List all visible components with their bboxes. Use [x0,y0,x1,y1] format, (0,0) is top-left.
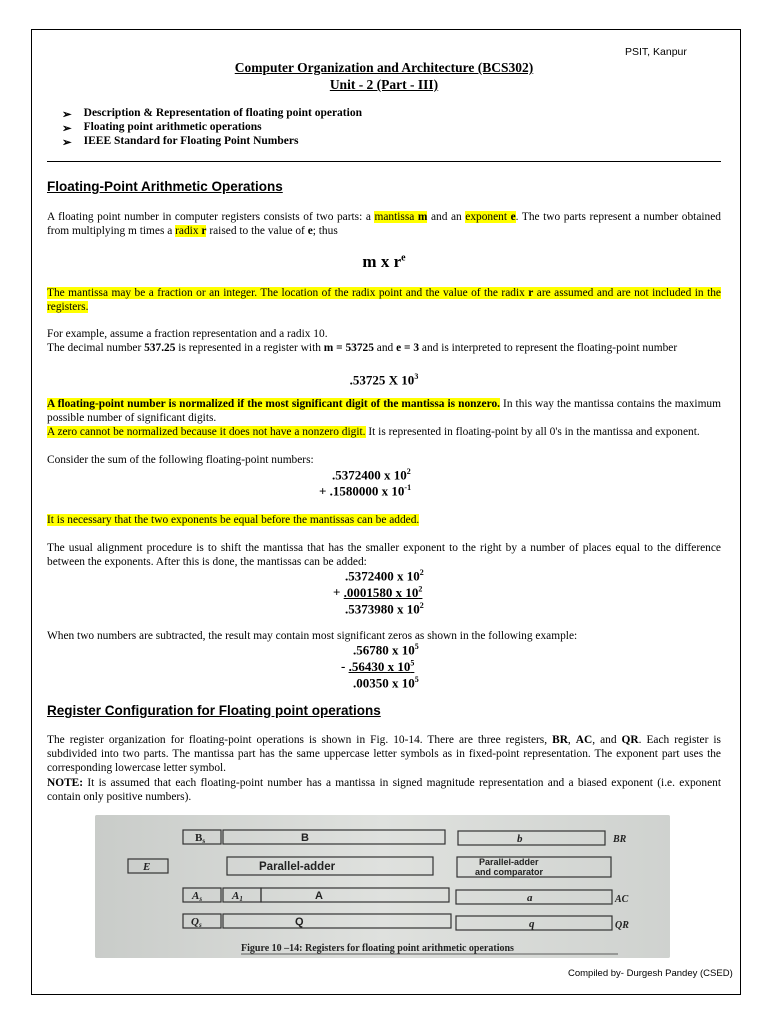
register-figure [95,815,670,958]
label-br: BR [613,834,627,845]
sum-line: + .1580000 x $10^{-1}$ [319,483,412,499]
paragraph-note: NOTE: It is assumed that each floating-point number has a mantissa in signed magnitude representation and a biased exponent (i.e. exponent contain only positive numbers). [47,777,721,804]
label-ac: AC [615,894,629,905]
paragraph-subtraction: When two numbers are subtracted, the result may contain most significant zeros as shown in the following example: [47,630,578,642]
footer-credit: Compiled by- Durgesh Pandey (CSED) [568,968,733,979]
topic-bullet [62,135,298,149]
paragraph-intro: A floating point number in computer registers consists of two parts: a mantissa m and an exponent e. The two parts represent a number obtained from multiplying m times a radix r raised to the value of e; thus [47,211,721,238]
paragraph-example-line1: For example, assume a fraction representation and a radix 10. [47,328,328,340]
label-qr: QR [615,920,629,931]
label-pac-line1: Parallel-adder [479,857,539,867]
paragraph-zero: A zero cannot be normalized because it does not have a nonzero digit. It is represented in floating-point by all 0's in the mantissa and exponent. [47,426,700,438]
topic-bullet [62,107,362,121]
formula-example-normalized: .53725 X $10^3$ [349,372,419,388]
paragraph-equal-exponents: It is necessary that the two exponents be equal before the mantissas can be added. [47,514,420,526]
label-as: As [192,890,203,903]
paragraph-normalized: A floating-point number is normalized if the most significant digit of the mantissa is nonzero. In this way the mantissa contains the maximum possible number of significant digits. [47,398,721,425]
topic-text: Floating point arithmetic operations [83,121,262,133]
bullet-arrow-icon: ➢ [62,137,72,149]
formula-m-x-r-e: m x $r^e$ [362,252,406,271]
bullet-arrow-icon: ➢ [62,109,72,121]
paragraph-register-org: The register organization for floating-point operations is shown in Fig. 10-14. There are three registers, BR, AC, and QR. Each register is subdivided into two parts. The mantissa part has the same uppercase letter symbols as in fixed-point representation. The exponent part uses the corresponding lowercase letter symbol. [47,734,721,775]
label-b: B [301,832,309,844]
topic-bullet [62,121,262,135]
institute-label: PSIT, Kanpur [625,46,687,58]
paragraph-mantissa: The mantissa may be a fraction or an integer. The location of the radix point and the value of the radix r are assumed and are not included in the registers. [47,287,721,314]
section-heading-fp-arithmetic: Floating-Point Arithmetic Operations [47,179,283,194]
topic-text: IEEE Standard for Floating Point Numbers [83,135,299,147]
section-heading-register-config: Register Configuration for Floating point operations [47,703,381,718]
label-e: E [143,861,151,873]
course-title: Computer Organization and Architecture (BCS302) [234,60,534,75]
label-parallel-adder: Parallel-adder [259,861,336,873]
sum-line: .00350 x $10^5$ [353,674,419,690]
bullet-arrow-icon: ➢ [62,123,72,135]
label-qs: Qs [191,916,202,929]
label-q-small: q [529,918,535,930]
label-bs: Bs [195,832,206,845]
sum-example-1 [0,467,768,500]
paragraph-example: The decimal number 537.25 is represented in a register with m = 53725 and e = 3 and is interpreted to represent the floating-point number [47,342,678,354]
unit-title: Unit - 2 (Part - III) [329,77,439,92]
sum-example-2 [0,568,768,617]
sum-line: - .56430 x $10^5$ [341,658,415,674]
figure-background [95,815,670,958]
label-a-small: a [527,892,533,904]
label-pac-line2: and comparator [475,867,544,877]
label-q: Q [295,916,304,928]
sum-line: .5372400 x $10^2$ [345,568,424,584]
header-divider [47,161,721,162]
subtraction-example [0,642,768,691]
label-a1: A1 [232,890,243,903]
topic-text: Description & Representation of floating point operation [83,107,362,119]
sum-line: .56780 x $10^5$ [353,642,419,658]
sum-line: + .0001580 x $10^2$ [333,584,423,600]
sum-line: .5373980 x $10^2$ [345,600,424,616]
label-b-small: b [517,833,523,845]
sum-line: .5372400 x $10^2$ [332,467,411,483]
label-a: A [315,890,323,902]
paragraph-alignment: The usual alignment procedure is to shift the mantissa that has the smaller exponent to the right by a number of places equal to the difference between the exponents. After this is done, the mantissas can be added: [47,542,721,569]
figure-caption: Figure 10 –14: Registers for floating point arithmetic operations [241,943,514,954]
paragraph-consider-sum: Consider the sum of the following floating-point numbers: [47,454,314,466]
